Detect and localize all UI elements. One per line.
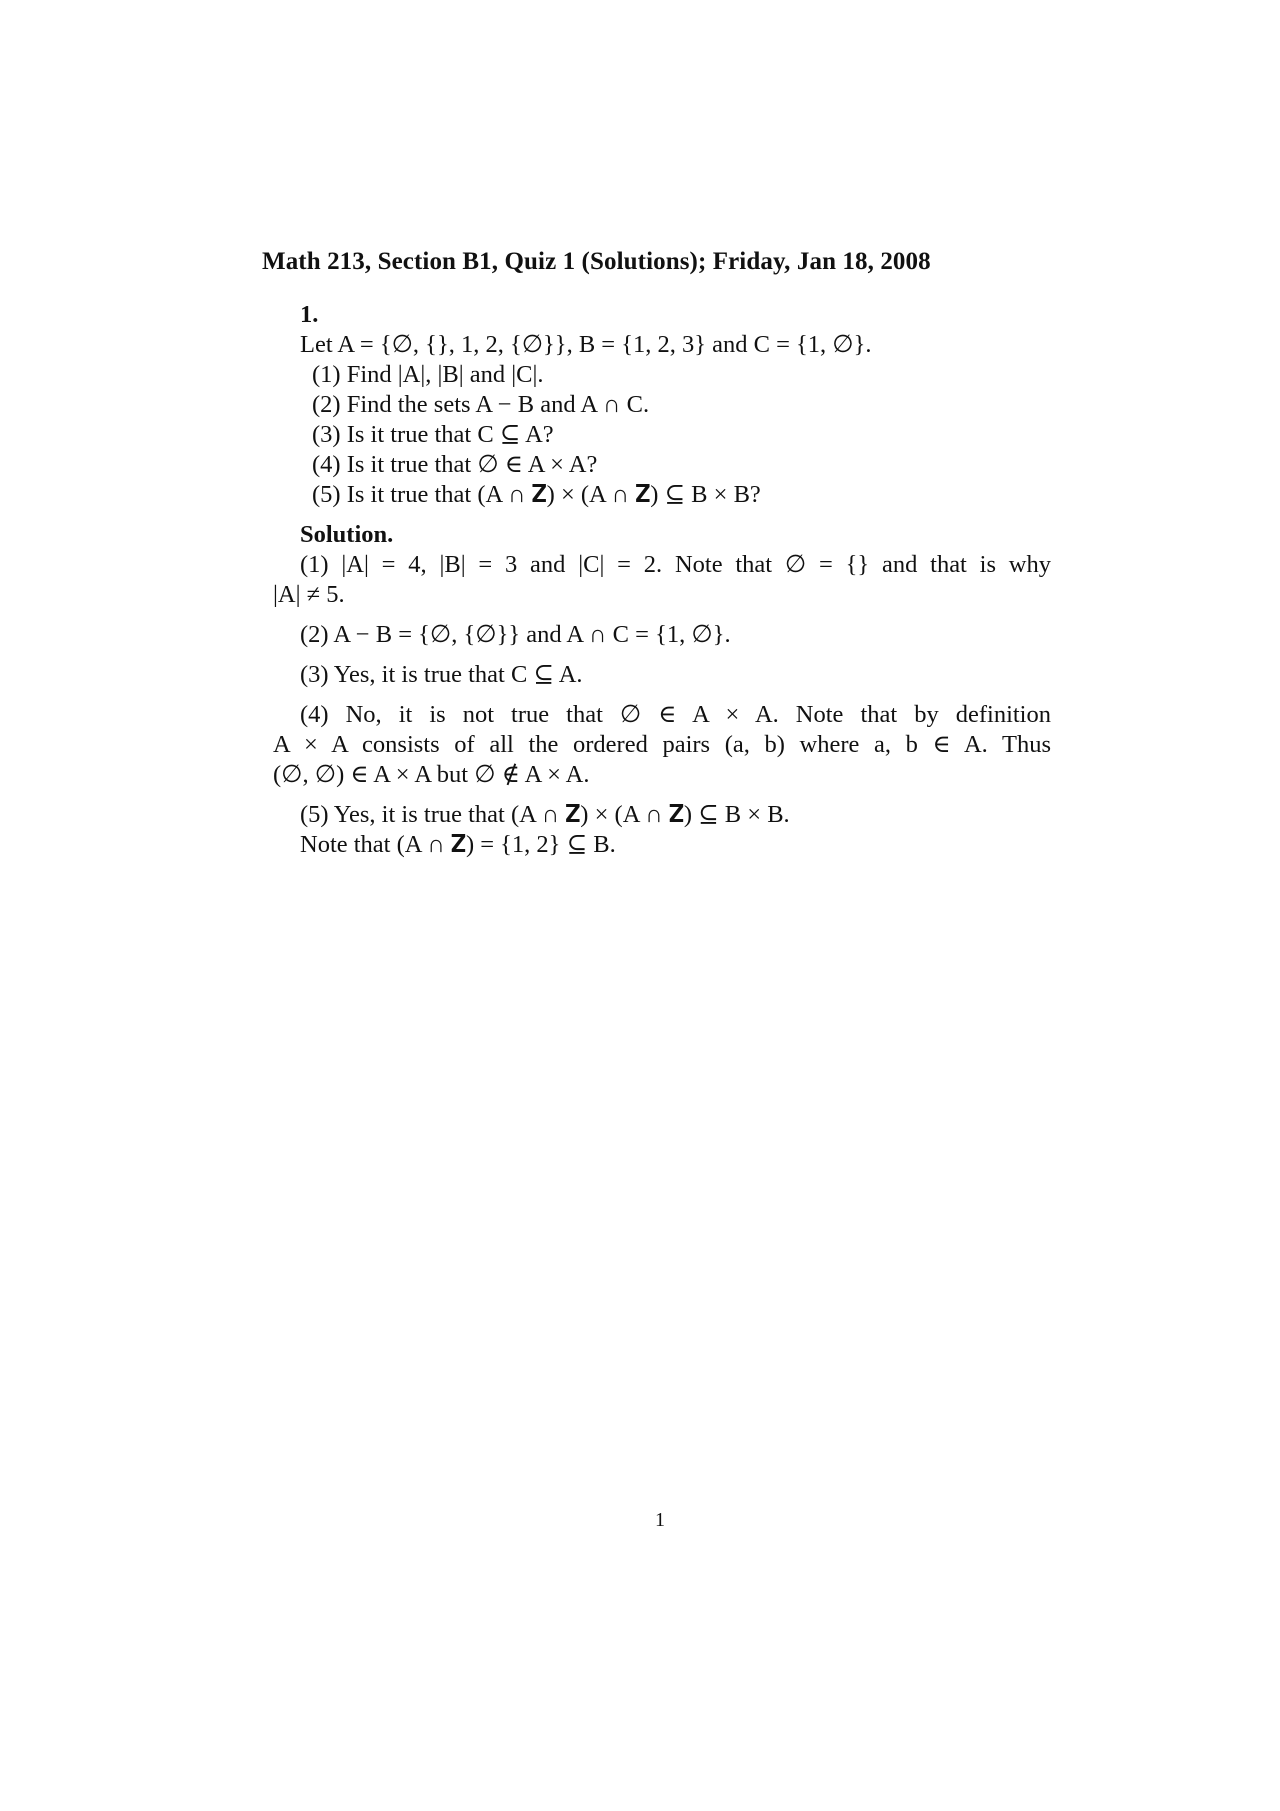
problem-statement: Let A = {∅, {}, 1, 2, {∅}}, B = {1, 2, 3} and C = {1, ∅}. [300,331,872,358]
solution-part-5: (5) Yes, it is true that (A ∩ 𝐙) × (A ∩ 𝐙) ⊆ B × B. [300,801,790,828]
solution-part-4-cont: (∅, ∅) ∈ A × A but ∅ ∉ A × A. [273,761,590,788]
solution-part-1-cont: |A| ≠ 5. [273,581,345,608]
solution-part-5-note: Note that (A ∩ 𝐙) = {1, 2} ⊆ B. [300,831,616,858]
solution-part-4: (4) No, it is not true that ∅ ∈ A × A. Note that by definition [300,701,1051,728]
question-item: (4) Is it true that ∅ ∈ A × A? [312,451,598,478]
solution-part-3: (3) Yes, it is true that C ⊆ A. [300,661,583,688]
question-item: (2) Find the sets A − B and A ∩ C. [312,391,650,418]
solution-heading: Solution. [300,521,394,548]
question-item: (3) Is it true that C ⊆ A? [312,421,554,448]
question-item: (5) Is it true that (A ∩ 𝐙) × (A ∩ 𝐙) ⊆ B × B? [312,481,761,508]
solution-part-2: (2) A − B = {∅, {∅}} and A ∩ C = {1, ∅}. [300,621,731,648]
question-item: (1) Find |A|, |B| and |C|. [312,361,544,388]
solution-part-1: (1) |A| = 4, |B| = 3 and |C| = 2. Note that ∅ = {} and that is why [300,551,1051,578]
problem-number: 1. [300,301,319,328]
solution-part-4-cont: A × A consists of all the ordered pairs (a, b) where a, b ∈ A. Thus [273,731,1051,758]
page-number: 1 [655,1509,665,1531]
page-title: Math 213, Section B1, Quiz 1 (Solutions); Friday, Jan 18, 2008 [262,248,931,275]
